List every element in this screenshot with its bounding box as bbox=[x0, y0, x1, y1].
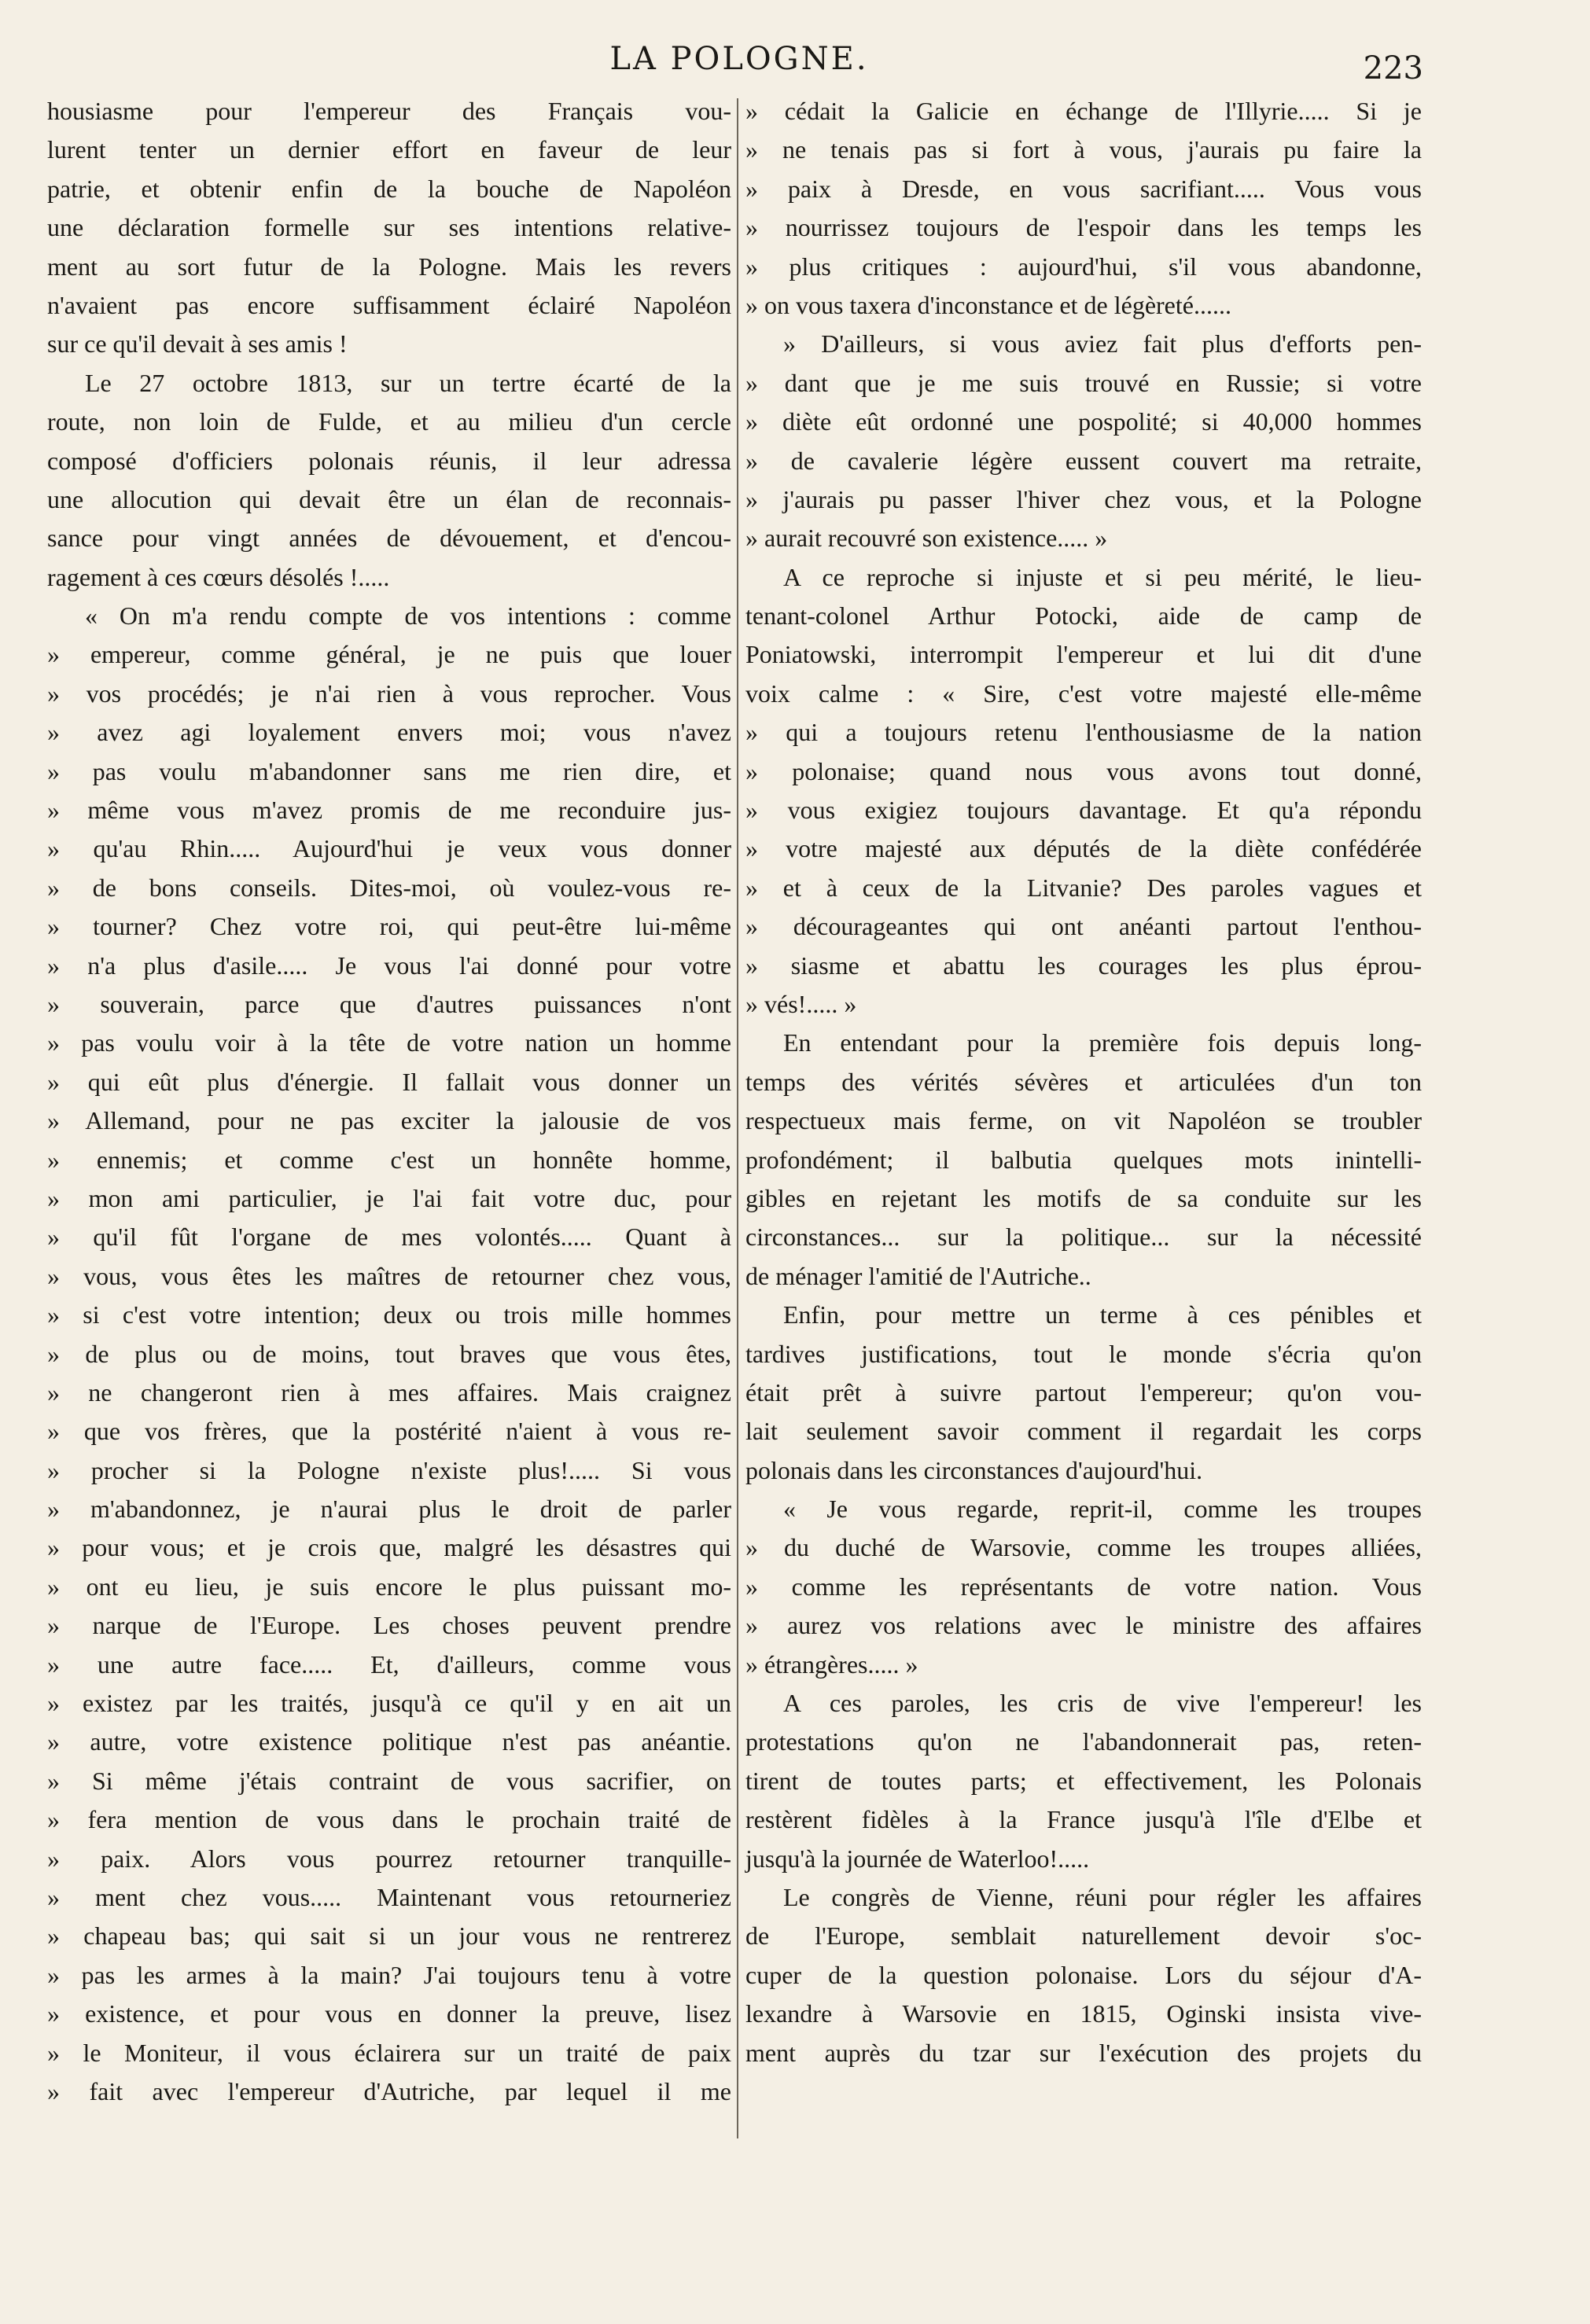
text-line: » diète eût ordonné une pospolité; si 40,000 hommes bbox=[745, 407, 1422, 436]
left-column bbox=[47, 92, 731, 2111]
text-line: n'avaient pas encore suffisamment éclairé Napoléon bbox=[47, 290, 731, 319]
text-line: respectueux mais ferme, on vit Napoléon se troubler bbox=[745, 1106, 1422, 1135]
text-line: » vos procédés; je n'ai rien à vous reprocher. Vous bbox=[47, 678, 731, 708]
text-line: ment auprès du tzar sur l'exécution des projets du bbox=[745, 2038, 1422, 2067]
text-line: » Allemand, pour ne pas exciter la jalousie de vos bbox=[47, 1106, 731, 1135]
text-line: » Si même j'étais contraint de vous sacrifier, on bbox=[47, 1766, 731, 1795]
text-line: » chapeau bas; qui sait si un jour vous ne rentrerez bbox=[47, 1921, 731, 1951]
text-line: » mon ami particulier, je l'ai fait votre duc, pour bbox=[47, 1183, 731, 1212]
text-line: » polonaise; quand nous vous avons tout donné, bbox=[745, 756, 1422, 785]
text-line: route, non loin de Fulde, et au milieu d'un cercle bbox=[47, 407, 731, 436]
text-line: » souverain, parce que d'autres puissances n'ont bbox=[47, 989, 731, 1018]
text-line: tardives justifications, tout le monde s'écria qu'on bbox=[745, 1339, 1422, 1368]
right-column bbox=[745, 92, 1422, 2072]
text-line: » n'a plus d'asile..... Je vous l'ai donné pour votre bbox=[47, 951, 731, 980]
text-line: En entendant pour la première fois depuis long- bbox=[783, 1028, 1422, 1057]
text-line: » existez par les traités, jusqu'à ce qu'il y en ait un bbox=[47, 1689, 731, 1718]
text-line: composé d'officiers polonais réunis, il leur adressa bbox=[47, 446, 731, 475]
text-line: » étrangères..... » bbox=[745, 1649, 918, 1679]
text-line: » ment chez vous..... Maintenant vous retourneriez bbox=[47, 1882, 731, 1911]
text-line: Enfin, pour mettre un terme à ces pénibles et bbox=[783, 1300, 1422, 1329]
text-line: » autre, votre existence politique n'est pas anéantie. bbox=[47, 1727, 731, 1756]
text-line: » de bons conseils. Dites-moi, où voulez-vous re- bbox=[47, 873, 731, 902]
text-line: » on vous taxera d'inconstance et de légèreté...... bbox=[745, 290, 1231, 319]
text-line: » pas voulu voir à la tête de votre nation un homme bbox=[47, 1028, 731, 1057]
text-line: » de cavalerie légère eussent couvert ma retraite, bbox=[745, 446, 1422, 475]
text-line: » fera mention de vous dans le prochain traité de bbox=[47, 1805, 731, 1834]
text-line: » pour vous; et je crois que, malgré les désastres qui bbox=[47, 1533, 731, 1562]
text-line: » pas les armes à la main? J'ai toujours tenu à votre bbox=[47, 1960, 731, 1989]
text-line: » empereur, comme général, je ne puis que louer bbox=[47, 640, 731, 669]
text-line: ment au sort futur de la Pologne. Mais les revers bbox=[47, 252, 731, 281]
text-line: » votre majesté aux députés de la diète confédérée bbox=[745, 834, 1422, 863]
text-line: » ne tenais pas si fort à vous, j'aurais pu faire la bbox=[745, 135, 1422, 164]
text-line: jusqu'à la journée de Waterloo!..... bbox=[745, 1844, 1090, 1873]
text-line: était prêt à suivre partout l'empereur; qu'on vou- bbox=[745, 1377, 1422, 1407]
text-line: » dant que je me suis trouvé en Russie; si votre bbox=[745, 368, 1422, 397]
text-line: » ne changeront rien à mes affaires. Mais craignez bbox=[47, 1377, 731, 1407]
text-line: Le congrès de Vienne, réuni pour régler les affaires bbox=[783, 1882, 1422, 1911]
text-line: » de plus ou de moins, tout braves que vous êtes, bbox=[47, 1339, 731, 1368]
text-line: » comme les représentants de votre nation. Vous bbox=[745, 1572, 1422, 1601]
text-line: » vous exigiez toujours davantage. Et qu'a répondu bbox=[745, 796, 1422, 825]
text-line: » pas voulu m'abandonner sans me rien dire, et bbox=[47, 756, 731, 785]
text-line: protestations qu'on ne l'abandonnerait pas, reten- bbox=[745, 1727, 1422, 1756]
text-line: housiasme pour l'empereur des Français vou- bbox=[47, 97, 731, 125]
text-line: » tourner? Chez votre roi, qui peut-être lui-même bbox=[47, 912, 731, 941]
text-line: temps des vérités sévères et articulées d'un ton bbox=[745, 1067, 1422, 1096]
text-line: » et à ceux de la Litvanie? Des paroles vagues et bbox=[745, 873, 1422, 902]
text-line: » siasme et abattu les courages les plus éprou- bbox=[745, 951, 1422, 980]
text-line: » j'aurais pu passer l'hiver chez vous, et la Pologne bbox=[745, 484, 1422, 513]
text-line: » vous, vous êtes les maîtres de retourner chez vous, bbox=[47, 1261, 731, 1290]
text-line: ragement à ces cœurs désolés !..... bbox=[47, 562, 390, 591]
text-line: » une autre face..... Et, d'ailleurs, comme vous bbox=[47, 1649, 731, 1679]
text-line: A ce reproche si injuste et si peu mérité, le lieu- bbox=[783, 562, 1422, 591]
text-line: » même vous m'avez promis de me reconduire jus- bbox=[47, 796, 731, 825]
text-line: lexandre à Warsovie en 1815, Oginski insista vive- bbox=[745, 1999, 1422, 2028]
text-line: une déclaration formelle sur ses intentions relative- bbox=[47, 213, 731, 242]
text-line: » vés!..... » bbox=[745, 989, 857, 1018]
text-line: lurent tenter un dernier effort en faveur de leur bbox=[47, 135, 731, 164]
text-line: circonstances... sur la politique... sur la nécessité bbox=[745, 1223, 1422, 1252]
text-line: » D'ailleurs, si vous aviez fait plus d'efforts pen- bbox=[783, 329, 1422, 359]
running-title: LA POLOGNE. bbox=[609, 41, 869, 77]
text-line: Poniatowski, interrompit l'empereur et lui dit d'une bbox=[745, 640, 1422, 669]
text-line: tirent de toutes parts; et effectivement, les Polonais bbox=[745, 1766, 1422, 1795]
text-line: » procher si la Pologne n'existe plus!..... Si vous bbox=[47, 1455, 731, 1484]
text-line: » du duché de Warsovie, comme les troupes alliées, bbox=[745, 1533, 1422, 1562]
text-line: gibles en rejetant les motifs de sa conduite sur les bbox=[745, 1183, 1422, 1212]
text-line: » m'abandonnez, je n'aurai plus le droit de parler bbox=[47, 1495, 731, 1524]
text-line: » existence, et pour vous en donner la preuve, lisez bbox=[47, 1999, 731, 2028]
text-line: » ont eu lieu, je suis encore le plus puissant mo- bbox=[47, 1572, 731, 1601]
page-number: 223 bbox=[1363, 50, 1423, 86]
text-line: patrie, et obtenir enfin de la bouche de Napoléon bbox=[47, 174, 731, 203]
text-line: » qui a toujours retenu l'enthousiasme de la nation bbox=[745, 718, 1422, 747]
text-line: » nourrissez toujours de l'espoir dans les temps les bbox=[745, 213, 1422, 242]
text-line: lait seulement savoir comment il regardait les corps bbox=[745, 1417, 1422, 1446]
text-line: » narque de l'Europe. Les choses peuvent prendre bbox=[47, 1611, 731, 1640]
text-line: sur ce qu'il devait à ses amis ! bbox=[47, 329, 348, 359]
text-line: profondément; il balbutia quelques mots inintelli- bbox=[745, 1145, 1422, 1174]
text-line: A ces paroles, les cris de vive l'empereur! les bbox=[783, 1689, 1422, 1718]
text-line: Le 27 octobre 1813, sur un tertre écarté de la bbox=[85, 368, 731, 397]
text-line: » le Moniteur, il vous éclairera sur un traité de paix bbox=[47, 2038, 731, 2067]
text-line: de ménager l'amitié de l'Autriche.. bbox=[745, 1261, 1091, 1290]
text-line: » qu'au Rhin..... Aujourd'hui je veux vous donner bbox=[47, 834, 731, 863]
text-line: » qu'il fût l'organe de mes volontés..... Quant à bbox=[47, 1223, 731, 1252]
text-line: restèrent fidèles à la France jusqu'à l'île d'Elbe et bbox=[745, 1805, 1422, 1834]
text-line: de l'Europe, semblait naturellement devoir s'oc- bbox=[745, 1921, 1422, 1951]
text-line: « Je vous regarde, reprit-il, comme les troupes bbox=[783, 1495, 1422, 1524]
text-line: » décourageantes qui ont anéanti partout l'enthou- bbox=[745, 912, 1422, 941]
text-line: sance pour vingt années de dévouement, et d'encou- bbox=[47, 524, 731, 553]
text-line: » si c'est votre intention; deux ou trois mille hommes bbox=[47, 1300, 731, 1329]
text-line: voix calme : « Sire, c'est votre majesté elle-même bbox=[745, 678, 1422, 708]
text-line: » ennemis; et comme c'est un honnête homme, bbox=[47, 1145, 731, 1174]
text-line: » paix. Alors vous pourrez retourner tranquille- bbox=[47, 1844, 731, 1873]
column-divider bbox=[737, 98, 738, 2138]
text-line: une allocution qui devait être un élan de reconnais- bbox=[47, 484, 731, 513]
text-line: » aurez vos relations avec le ministre des affaires bbox=[745, 1611, 1422, 1640]
text-line: » qui eût plus d'énergie. Il fallait vous donner un bbox=[47, 1067, 731, 1096]
text-line: » fait avec l'empereur d'Autriche, par lequel il me bbox=[47, 2076, 731, 2105]
text-line: » paix à Dresde, en vous sacrifiant..... Vous vous bbox=[745, 174, 1422, 203]
text-line: » cédait la Galicie en échange de l'Illyrie..... Si je bbox=[745, 97, 1422, 125]
text-line: » plus critiques : aujourd'hui, s'il vous abandonne, bbox=[745, 252, 1422, 281]
text-line: » aurait recouvré son existence..... » bbox=[745, 524, 1108, 553]
text-line: « On m'a rendu compte de vos intentions : comme bbox=[85, 601, 731, 631]
text-line: polonais dans les circonstances d'aujourd'hui. bbox=[745, 1455, 1203, 1484]
text-line: » que vos frères, que la postérité n'aient à vous re- bbox=[47, 1417, 731, 1446]
text-line: tenant-colonel Arthur Potocki, aide de camp de bbox=[745, 601, 1422, 631]
text-line: cuper de la question polonaise. Lors du séjour d'A- bbox=[745, 1960, 1422, 1989]
text-line: » avez agi loyalement envers moi; vous n'avez bbox=[47, 718, 731, 747]
